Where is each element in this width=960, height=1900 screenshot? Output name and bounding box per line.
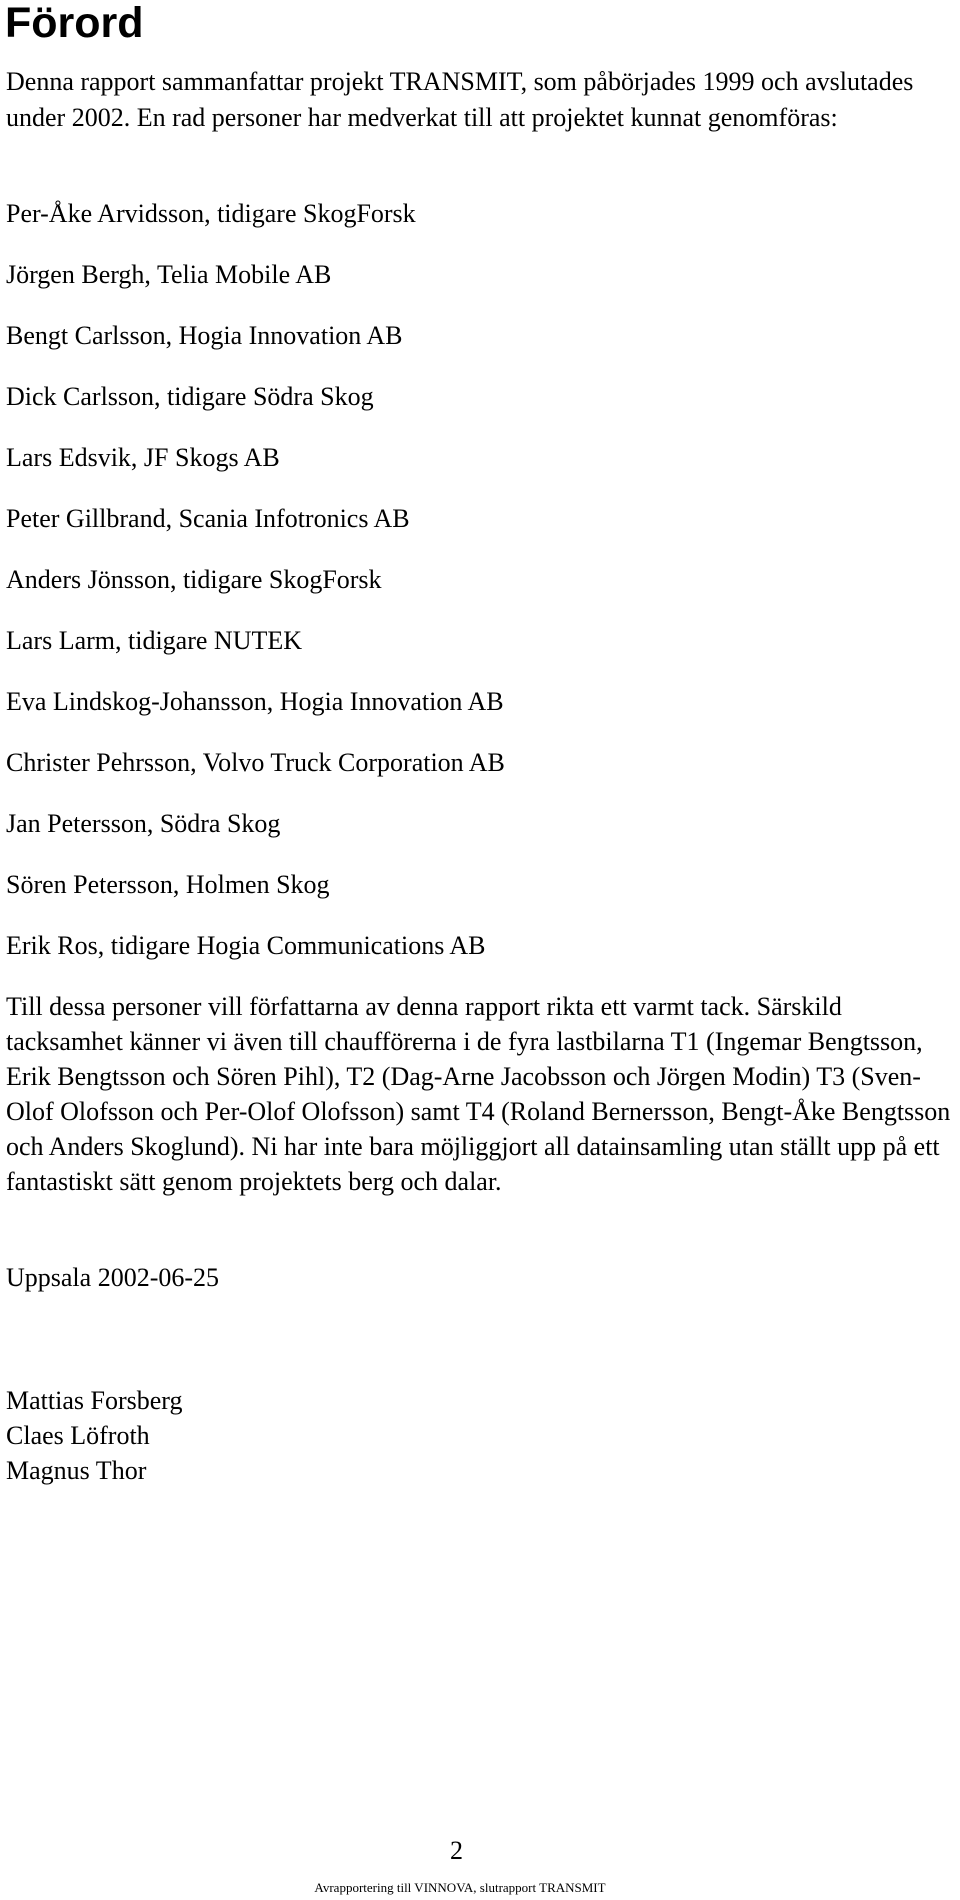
page-footer: Avrapportering till VINNOVA, slutrapport TRANSMIT [314, 1880, 606, 1895]
participant-item: Eva Lindskog-Johansson, Hogia Innovation AB [6, 687, 504, 716]
participant-item: Anders Jönsson, tidigare SkogForsk [6, 565, 382, 594]
author-list [6, 1383, 182, 1488]
participant-item: Per-Åke Arvidsson, tidigare SkogForsk [6, 199, 416, 228]
page-number: 2 [450, 1836, 463, 1865]
place-date: Uppsala 2002-06-25 [6, 1263, 220, 1292]
thanks-paragraph: Till dessa personer vill författarna av denna rapport rikta ett varmt tack. Särskild tacksamhet känner vi även till chaufförerna i de fyra lastbilarna T1 (Ingemar Bengtsson, Erik Bengtsson och Sören Pihl), T2 (Dag-Arne Jacobsson och Jörgen Modin) T3 (Sven-Olof Olofsson och Per-Olof Olofsson) samt T4 (Roland Bernersson, Bengt-Åke Bengtsson och Anders Skoglund). Ni har inte bara möjliggjort all datainsamling utan ställt upp på ett fantastiskt sätt genom projektets berg och dalar. [6, 992, 951, 1196]
participant-item: Lars Edsvik, JF Skogs AB [6, 443, 280, 472]
participant-item: Jan Petersson, Södra Skog [6, 809, 281, 838]
participant-item: Peter Gillbrand, Scania Infotronics AB [6, 504, 410, 533]
participant-item: Christer Pehrsson, Volvo Truck Corporation AB [6, 748, 505, 777]
author-name: Magnus Thor [6, 1456, 147, 1485]
author-name: Claes Löfroth [6, 1421, 150, 1450]
participant-item: Dick Carlsson, tidigare Södra Skog [6, 382, 374, 411]
participant-item: Jörgen Bergh, Telia Mobile AB [6, 260, 332, 289]
intro-paragraph: Denna rapport sammanfattar projekt TRANSMIT, som påbörjades 1999 och avslutades under 2002. En rad personer har medverkat till att projektet kunnat genomföras: [6, 67, 914, 132]
participant-item: Sören Petersson, Holmen Skog [6, 870, 330, 899]
participant-item: Bengt Carlsson, Hogia Innovation AB [6, 321, 403, 350]
page-title: Förord [5, 0, 144, 47]
participant-item: Lars Larm, tidigare NUTEK [6, 626, 303, 655]
participant-list [6, 199, 505, 992]
participant-item: Erik Ros, tidigare Hogia Communications AB [6, 931, 486, 960]
author-name: Mattias Forsberg [6, 1386, 183, 1415]
